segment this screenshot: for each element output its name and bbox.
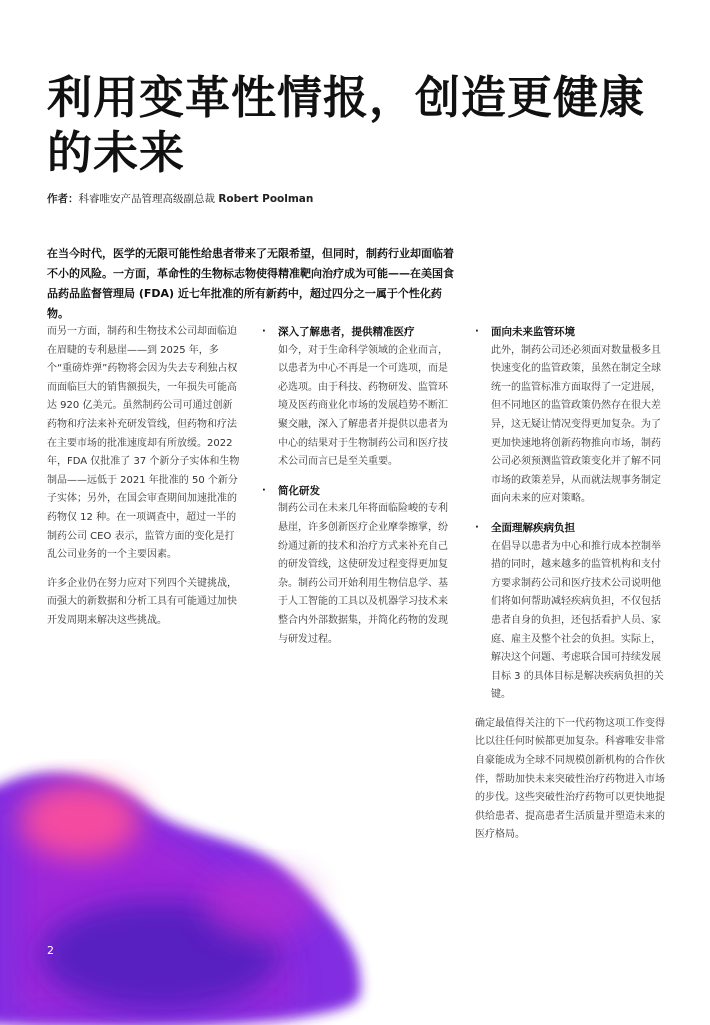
page-number: 2 xyxy=(47,944,54,957)
challenge-item-patients xyxy=(262,323,454,472)
bullet-icon: · xyxy=(262,484,266,496)
author-role: 科睿唯安产品管理高级副总裁 xyxy=(78,193,215,205)
author-line xyxy=(47,191,313,207)
challenge-heading: 全面理解疾病负担 xyxy=(491,521,575,534)
body-paragraph: 而另一方面，制药和生物技术公司却面临迫在眉睫的专利悬崖——到 2025 年，多个“重磅炸弹”药物将会因为失去专利独占权而面临巨大的销售额损失，一年损失可能高达 920 亿美元。虽然制药公司可通过创新药物和疗法来补充研发管线，但药物和疗法在主要市场的批准速度却有所放缓。2022 年，FDA 仅批准了 37 个新分子实体和生物制品——远低于 2021 年批准的 50 个新分子实体；另外，在国会审查期间加速批准的药物仅 12 种。在一项调查中，超过一半的制药公司 CEO 表示，监管方面的变化是打乱公司业务的一个主要因素。 xyxy=(47,326,240,561)
author-name: Robert Poolman xyxy=(218,193,314,205)
challenge-body: 此外，制药公司还必须面对数量极多且快速变化的监管政策，虽然在制定全球统一的监管标准方面取得了一定进展，但不同地区的监管政策仍然存在很大差异，这无疑让情况变得更加复杂。为了更加快速地将创新药物推向市场，制药公司必须预测监管政策变化并了解不同市场的政策差异，从而就法规事务制定面向未来的应对策略。 xyxy=(491,344,661,505)
challenge-body: 在倡导以患者为中心和推行成本控制举措的同时，越来越多的监管机构和支付方要求制药公司和医疗技术公司说明他们将如何帮助减轻疾病负担，不仅包括患者自身的负担，还包括看护人员、家庭、雇主及整个社会的负担。实际上，解决这个问题、考虑联合国可持续发展目标 3 的具体目标是解决疾病负担的关键。 xyxy=(491,540,664,701)
bullet-icon: · xyxy=(262,326,266,337)
column-2 xyxy=(262,323,454,659)
challenge-item-disease-burden xyxy=(475,519,667,705)
challenge-item-regulation xyxy=(475,323,667,509)
closing-paragraph: 确定最值得关注的下一代药物这项工作变得比以往任何时候都更加复杂。科睿唯安非常自豪能成为全球不同规模创新机构的合作伙伴，帮助加快未来突破性治疗药物进入市场的步伐。这些突破性治疗药物可以更快地提供给患者、提高患者生活质量并塑造未来的医疗格局。 xyxy=(475,717,665,841)
lead-paragraph: 在当今时代，医学的无限可能性给患者带来了无限希望，但同时，制药行业却面临着不小的风险。一方面，革命性的生物标志物使得精准靶向治疗成为可能——在美国食品药品监督管理局 (FDA) 近七年批准的所有新药中，超过四分之一属于个性化药物。 xyxy=(47,247,454,320)
challenge-body: 如今，对于生命科学领域的企业而言，以患者为中心不再是一个可选项，而是必选项。由于科技、药物研发、监管环境及医药商业化市场的发展趋势不断汇聚交融，深入了解患者并提供以患者为中心的结果对于生物制药公司和医疗技术公司而言已是至关重要。 xyxy=(278,344,448,468)
challenge-item-rnd xyxy=(262,482,454,649)
bullet-icon: · xyxy=(475,521,479,533)
body-paragraph: 许多企业仍在努力应对下列四个关键挑战，而强大的新数据和分析工具有可能通过加快开发周期来解决这些挑战。 xyxy=(47,577,237,626)
watercolor-blob-decoration xyxy=(0,755,390,1025)
challenge-heading: 深入了解患者，提供精准医疗 xyxy=(278,326,415,338)
bullet-icon: · xyxy=(475,326,479,337)
challenge-heading: 面向未来监管环境 xyxy=(491,326,575,338)
author-label: 作者： xyxy=(47,193,79,205)
challenge-heading: 简化研发 xyxy=(278,484,320,497)
challenge-body: 制药公司在未来几年将面临险峻的专利悬崖，许多创新医疗企业摩拳擦掌，纷纷通过新的技术和治疗方式来补充自己的研发管线，这使研发过程变得更加复杂。制药公司开始利用生物信息学、基于人工智能的工具以及机器学习技术来整合内外部数据集，并简化药物的发现与研发过程。 xyxy=(278,503,448,645)
column-1 xyxy=(47,323,242,641)
column-3 xyxy=(475,323,667,855)
page-title: 利用变革性情报，创造更健康的未来 xyxy=(47,71,646,179)
